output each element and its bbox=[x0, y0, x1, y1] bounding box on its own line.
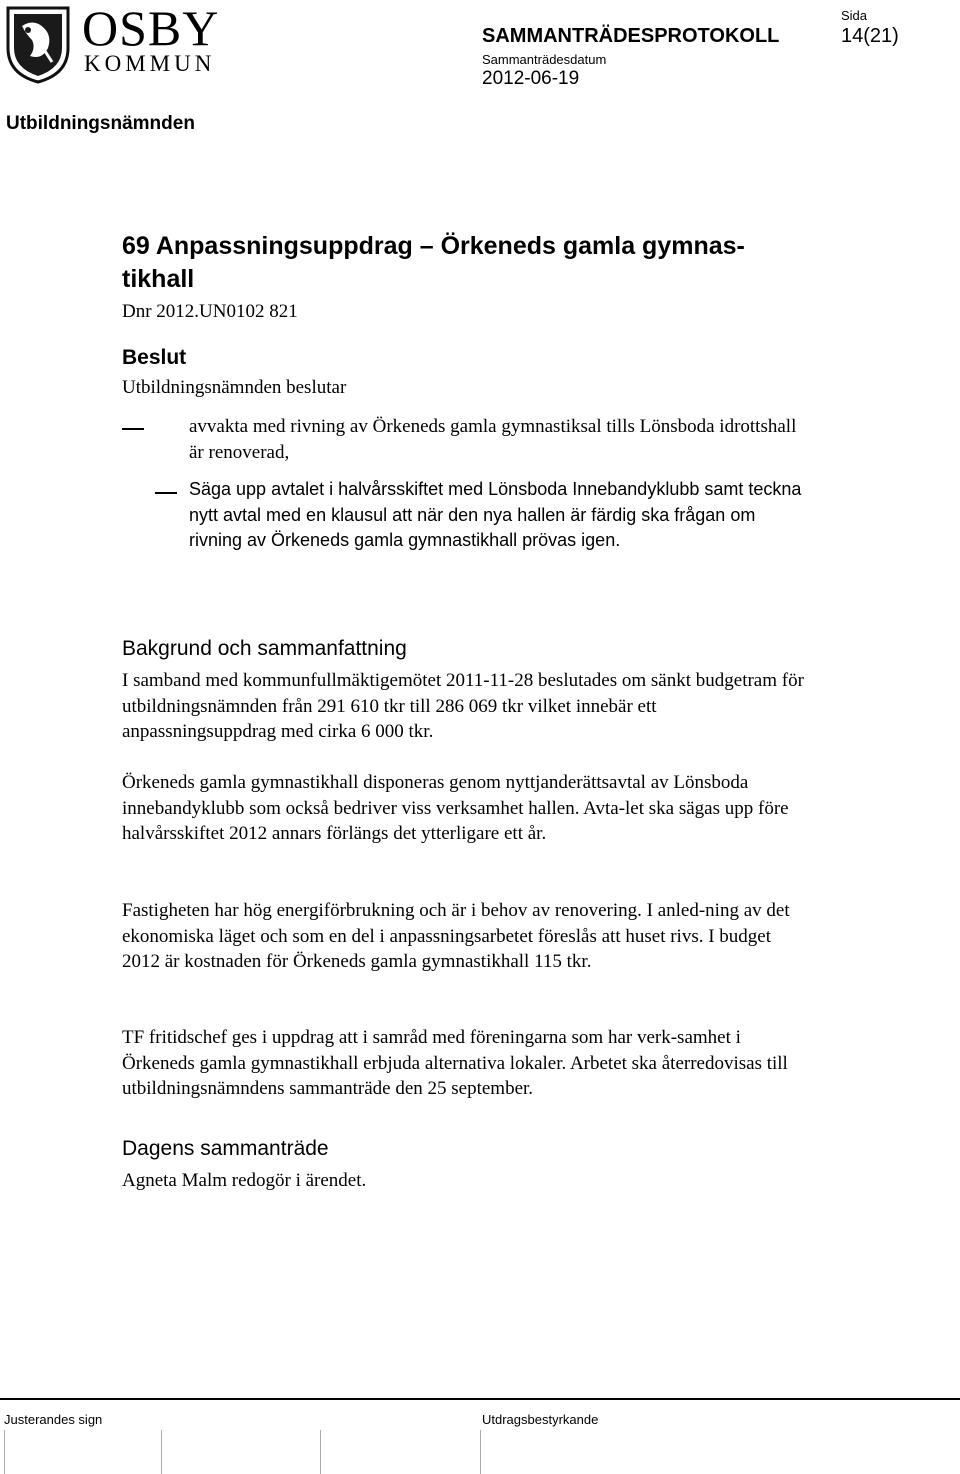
paragraph: Fastigheten har hög energiförbrukning och är i behov av renovering. I anled-ning av det ekonomiska läget och som en del i anpassningsarbetet föreslås att huset rivs. I budget 2012 är kostnaden för Örkeneds gamla gymnastikhall 115 tkr. bbox=[122, 900, 790, 973]
list-item-dash bbox=[155, 492, 177, 494]
footer-divider bbox=[0, 1398, 960, 1400]
item-title: 69 Anpassningsuppdrag – Örkeneds gamla gymnas-tikhall bbox=[122, 232, 745, 293]
bakgrund-heading: Bakgrund och sammanfattning bbox=[122, 637, 407, 660]
committee-name: Utbildningsnämnden bbox=[6, 113, 195, 134]
logo-subtitle: KOMMUN bbox=[84, 51, 216, 76]
beslut-heading: Beslut bbox=[122, 346, 187, 369]
logo-wordmark: OSBY bbox=[82, 0, 220, 56]
signature-box-divider bbox=[161, 1430, 162, 1474]
case-number: Dnr 2012.UN0102 821 bbox=[122, 301, 298, 322]
decision-item: Säga upp avtalet i halvårsskiftet med Lönsboda Innebandyklubb samt teckna nytt avtal med en klausul att när den nya hallen är färdig ska frågan om rivning av Örkeneds gamla gymnastikhall prövas igen. bbox=[189, 479, 802, 551]
beslut-intro: Utbildningsnämnden beslutar bbox=[122, 377, 347, 398]
paragraph: Örkeneds gamla gymnastikhall disponeras genom nyttjanderättsavtal av Lönsboda innebandyklubb som också bedriver viss verksamhet hallen. Avta-let ska sägas upp före halvårsskiftet 2012 annars förlängs det ytterligare ett år. bbox=[122, 772, 789, 845]
signature-box-divider bbox=[4, 1430, 5, 1474]
paragraph: TF fritidschef ges i uppdrag att i samråd med föreningarna som har verk-samhet i Örkeneds gamla gymnastikhall erbjuda alternativa lokaler. Arbetet ska återredovisas till utbildningsnämndens sammanträde den 25 september. bbox=[122, 1027, 788, 1100]
list-item-dash bbox=[122, 428, 144, 430]
page-label: Sida bbox=[841, 8, 868, 23]
signature-box-divider bbox=[320, 1430, 321, 1474]
document-type: SAMMANTRÄDESPROTOKOLL bbox=[482, 25, 780, 47]
paragraph: I samband med kommunfullmäktigemötet 2011-11-28 beslutades om sänkt budgetram för utbildningsnämnden från 291 610 tkr till 286 069 tkr vilket innebär ett anpassningsuppdrag med cirka 6 000 tkr. bbox=[122, 670, 804, 743]
dagens-text: Agneta Malm redogör i ärendet. bbox=[122, 1170, 367, 1191]
decision-item: avvakta med rivning av Örkeneds gamla gymnastiksal tills Lönsboda idrottshall är renoverad, bbox=[189, 416, 797, 463]
osby-coat-of-arms-logo bbox=[4, 4, 72, 84]
signature-box-divider bbox=[480, 1430, 481, 1474]
meeting-date-label: Sammanträdesdatum bbox=[482, 52, 607, 67]
utdragsbestyrkande-label: Utdragsbestyrkande bbox=[482, 1412, 599, 1427]
page-number: 14(21) bbox=[841, 25, 899, 47]
dagens-heading: Dagens sammanträde bbox=[122, 1137, 329, 1160]
justerandes-sign-label: Justerandes sign bbox=[4, 1412, 103, 1427]
meeting-date: 2012-06-19 bbox=[482, 68, 580, 89]
